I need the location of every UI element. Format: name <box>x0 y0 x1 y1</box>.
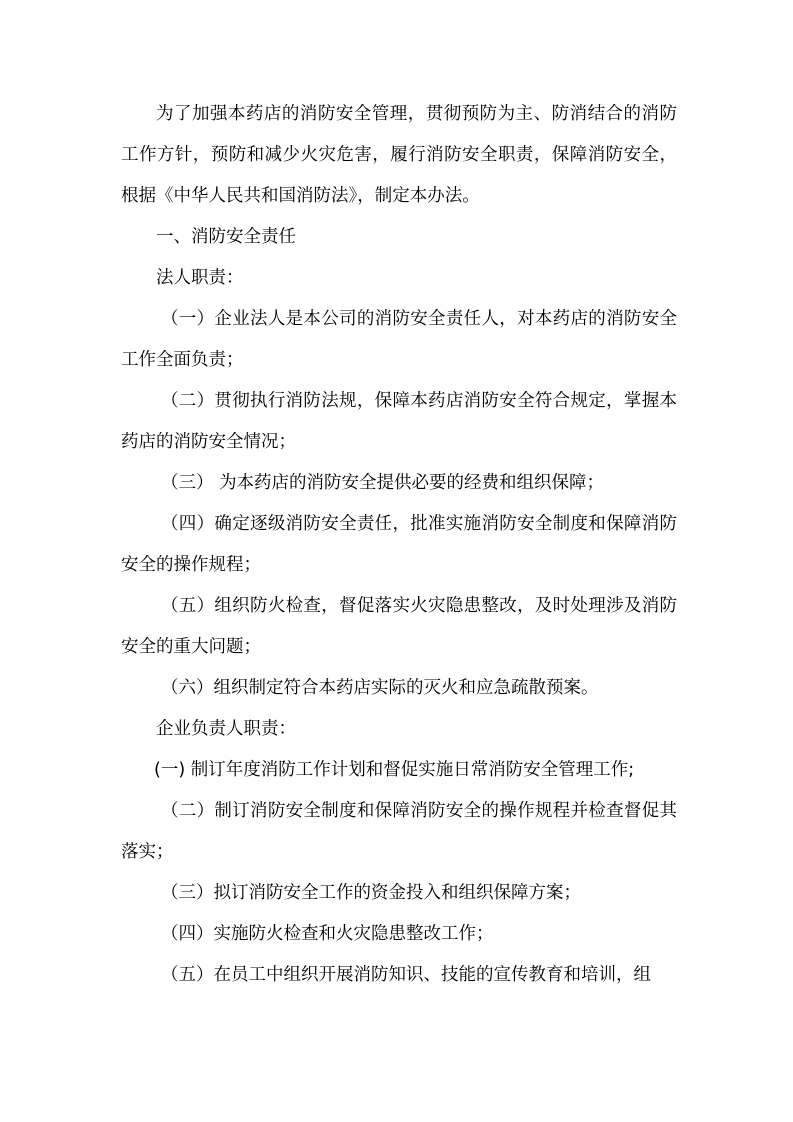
manager-duty-item-2: （二）制订消防安全制度和保障消防安全的操作规程并检查督促其落实； <box>121 801 677 862</box>
legal-duty-item-2: （二）贯彻执行消防法规，保障本药店消防安全符合规定，掌握本药店的消防安全情况； <box>121 391 677 452</box>
manager-duty-item-5: （五）在员工中组织开展消防知识、技能的宣传教育和培训，组 <box>161 965 651 985</box>
subheading-manager-duties: 企业负责人职责： <box>156 719 296 739</box>
manager-duty-item-1: (一) 制订年度消防工作计划和督促实施日常消防安全管理工作; <box>154 760 635 780</box>
section-heading-fire-safety-responsibility: 一、消防安全责任 <box>156 227 296 247</box>
manager-duty-item-3: （三）拟订消防安全工作的资金投入和组织保障方案； <box>161 883 581 903</box>
legal-duty-item-6: （六）组织制定符合本药店实际的灭火和应急疏散预案。 <box>161 678 599 698</box>
subheading-legal-person-duties: 法人职责： <box>156 268 244 288</box>
legal-duty-item-3: （三） 为本药店的消防安全提供必要的经费和组织保障； <box>161 473 605 493</box>
legal-duty-item-5: （五）组织防火检查，督促落实火灾隐患整改，及时处理涉及消防安全的重大问题； <box>121 596 677 657</box>
legal-duty-item-1: （一）企业法人是本公司的消防安全责任人，对本药店的消防安全工作全面负责； <box>121 309 677 370</box>
manager-duty-item-4: （四）实施防火检查和火灾隐患整改工作； <box>161 924 494 944</box>
legal-duty-item-4: （四）确定逐级消防安全责任，批准实施消防安全制度和保障消防安全的操作规程； <box>121 514 677 575</box>
intro-paragraph: 为了加强本药店的消防安全管理，贯彻预防为主、防消结合的消防工作方针，预防和减少火灾危害，履行消防安全职责，保障消防安全，根据《中华人民共和国消防法》，制定本办法。 <box>121 104 677 206</box>
